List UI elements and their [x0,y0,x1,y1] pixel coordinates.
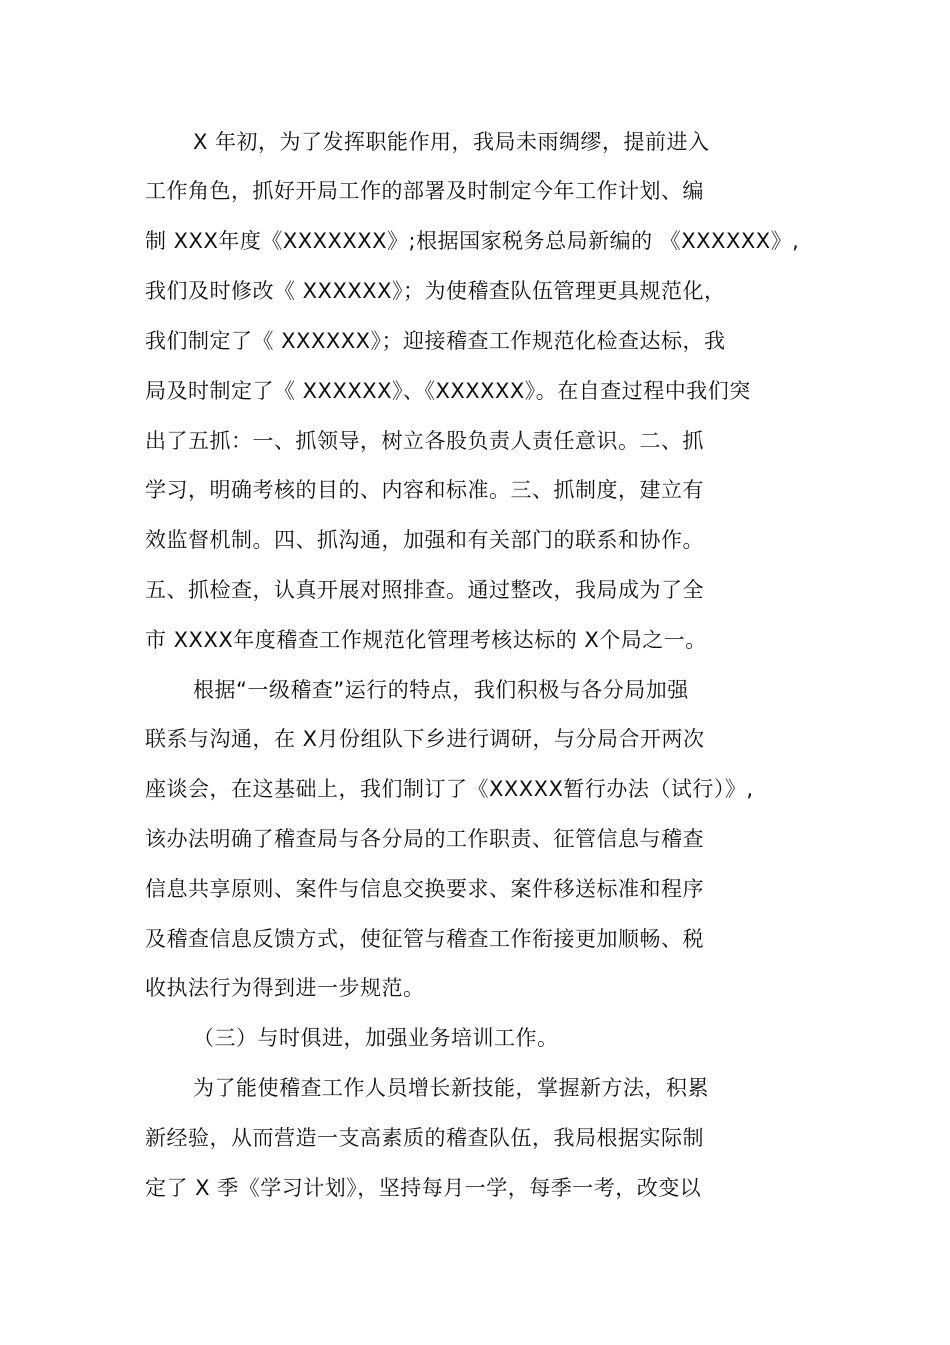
section-heading-3: （三）与时俱进，加强业务培训工作。 [193,1026,559,1050]
paragraph-2-line-5: 信息共享原则、案件与信息交换要求、案件移送标准和程序 [145,877,704,901]
paragraph-3-line-3: 定了 X 季《学习计划》，坚持每月一学，每季一考，改变以 [145,1176,702,1200]
paragraph-1-line-8: 学习，明确考核的目的、内容和标准。三、抓制度，建立有 [145,478,704,502]
paragraph-1-line-3: 制 XXX年度《XXXXXXX》;根据国家税务总局新编的 《XXXXXX》, [145,229,800,253]
paragraph-2-line-2: 联系与沟通，在 X月份组队下乡进行调研，与分局合开两次 [145,727,705,751]
paragraph-2-line-4: 该办法明确了稽查局与各分局的工作职责、征管信息与稽查 [145,827,704,851]
paragraph-1-line-10: 五、抓检查，认真开展对照排查。通过整改，我局成为了全 [145,578,704,602]
paragraph-1-line-4: 我们及时修改《 XXXXXX》；为使稽查队伍管理更具规范化， [145,279,726,303]
paragraph-1-line-5: 我们制定了《 XXXXXX》；迎接稽查工作规范化检查达标，我 [145,329,726,353]
paragraph-1-line-9: 效监督机制。四、抓沟通，加强和有关部门的联系和协作。 [145,528,704,552]
paragraph-3-line-2: 新经验，从而营造一支高素质的稽查队伍，我局根据实际制 [145,1126,704,1150]
paragraph-2-line-3: 座谈会，在这基础上，我们制订了《XXXXX暂行办法（试行）》, [145,777,754,801]
paragraph-1-line-7: 出了五抓：一、抓领导，树立各股负责人责任意识。二、抓 [145,429,704,453]
paragraph-1-line-6: 局及时制定了《 XXXXXX》、《XXXXXX》。在自查过程中我们突 [145,379,751,403]
paragraph-1-line-2: 工作角色，抓好开局工作的部署及时制定今年工作计划、编 [145,179,704,203]
paragraph-2-line-6: 及稽查信息反馈方式，使征管与稽查工作衔接更加顺畅、税 [145,927,704,951]
paragraph-3-line-1: 为了能使稽查工作人员增长新技能，掌握新方法，积累 [193,1076,709,1100]
paragraph-2-line-7: 收执法行为得到进一步规范。 [145,976,425,1000]
paragraph-1-line-1: X 年初，为了发挥职能作用，我局未雨绸缪，提前进入 [193,130,710,154]
paragraph-2-line-1: 根据“一级稽查”运行的特点，我们积极与各分局加强 [193,678,689,702]
paragraph-1-line-11: 市 XXXX年度稽查工作规范化管理考核达标的 X个局之一。 [145,628,707,652]
